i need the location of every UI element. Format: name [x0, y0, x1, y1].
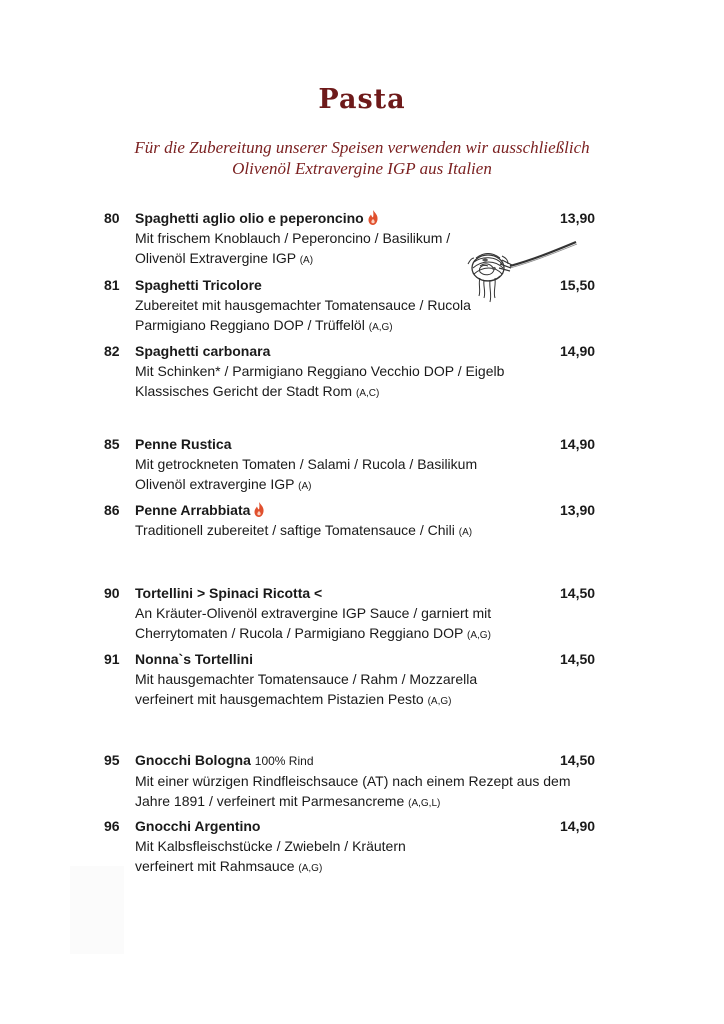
- item-price: 14,50: [560, 752, 596, 768]
- description-text: Mit Schinken* / Parmigiano Reggiano Vecchio DOP / Eigelb: [135, 363, 505, 379]
- item-price: 13,90: [560, 502, 596, 518]
- allergen-codes: (A): [298, 481, 312, 492]
- item-description-line: [135, 381, 565, 404]
- item-description-line: [135, 771, 571, 791]
- description-text: Jahre 1891 / verfeinert mit Parmesancreme: [135, 793, 405, 809]
- item-number: 96: [104, 818, 120, 834]
- subtitle-line-1: Für die Zubereitung unserer Speisen verwenden wir ausschließlich: [134, 138, 590, 157]
- description-text: verfeinert mit Rahmsauce: [135, 858, 295, 874]
- item-price: 14,90: [560, 343, 596, 359]
- item-description-line: [135, 791, 565, 814]
- allergen-codes: (A,G): [298, 863, 323, 874]
- item-description-line: [135, 669, 565, 689]
- item-description-line: [135, 689, 565, 712]
- description-text: Mit Kalbsfleischstücke / Zwiebeln / Kräutern: [135, 838, 406, 854]
- item-number: 86: [104, 502, 120, 518]
- item-number: 81: [104, 277, 120, 293]
- item-name: Nonna`s Tortellini: [135, 651, 253, 667]
- item-description-line: [135, 474, 565, 497]
- description-text: Parmigiano Reggiano DOP / Trüffelöl: [135, 317, 365, 333]
- description-text: Traditionell zubereitet / saftige Tomatensauce / Chili: [135, 522, 455, 538]
- subtitle-line-2: Olivenöl Extravergine IGP aus Italien: [232, 159, 492, 178]
- item-name: Gnocchi Argentino: [135, 818, 261, 834]
- item-number: 85: [104, 436, 120, 452]
- item-price: 14,90: [560, 436, 596, 452]
- item-price: 14,90: [560, 818, 596, 834]
- description-text: Olivenöl Extravergine IGP: [135, 250, 296, 266]
- description-text: Mit hausgemachter Tomatensauce / Rahm / Mozzarella: [135, 671, 478, 687]
- item-name-text: Penne Arrabbiata: [135, 502, 251, 518]
- item-number: 91: [104, 651, 120, 667]
- allergen-codes: (A,C): [355, 388, 380, 399]
- allergen-codes: (A,G): [467, 630, 491, 641]
- allergen-codes: (A,G): [368, 322, 393, 333]
- item-price: 13,90: [560, 210, 596, 226]
- description-text: Mit einer würzigen Rindfleischsauce (AT) nach einem Rezept aus dem: [135, 773, 571, 789]
- item-price: 14,50: [560, 585, 596, 601]
- item-description-line: [135, 856, 565, 879]
- item-number: 80: [104, 210, 120, 226]
- item-number: 82: [104, 343, 120, 359]
- item-name-note: 100% Rind: [254, 754, 314, 768]
- faint-background-mark: [70, 866, 124, 954]
- description-text: Olivenöl extravergine IGP: [135, 476, 295, 492]
- item-description-line: [135, 603, 565, 623]
- item-description-line: [135, 361, 565, 381]
- allergen-codes: (A,G): [427, 696, 452, 707]
- item-name: [135, 500, 565, 520]
- item-name: Spaghetti carbonara: [135, 343, 271, 359]
- allergen-codes: (A): [299, 255, 314, 266]
- chili-flame-icon: [367, 210, 379, 225]
- item-name: [135, 750, 565, 771]
- item-description-line: [135, 520, 565, 543]
- item-description-line: [135, 315, 565, 338]
- description-text: Mit getrockneten Tomaten / Salami / Rucola / Basilikum: [135, 456, 478, 472]
- description-text: An Kräuter-Olivenöl extravergine IGP Sauce / garniert mit: [135, 605, 492, 621]
- item-number: 95: [104, 752, 120, 768]
- item-name: Spaghetti Tricolore: [135, 277, 262, 293]
- allergen-codes: (A): [458, 527, 473, 538]
- page-subtitle: [0, 137, 724, 179]
- item-name: [135, 208, 565, 228]
- item-name: Tortellini > Spinaci Ricotta <: [135, 585, 323, 601]
- page-title: Pasta: [318, 84, 406, 115]
- description-text: Mit frischem Knoblauch / Peperoncino / Basilikum /: [135, 230, 451, 246]
- chili-flame-icon: [253, 502, 265, 517]
- description-text: Cherrytomaten / Rucola / Parmigiano Reggiano DOP: [135, 625, 464, 641]
- item-name-text: Spaghetti aglio olio e peperoncino: [135, 210, 364, 226]
- allergen-codes: (A,G,L): [408, 798, 441, 809]
- description-text: verfeinert mit hausgemachtem Pistazien Pesto: [135, 691, 424, 707]
- description-text: Zubereitet mit hausgemachter Tomatensauce / Rucola: [135, 297, 471, 313]
- item-number: 90: [104, 585, 120, 601]
- description-text: Klassisches Gericht der Stadt Rom: [135, 383, 353, 399]
- item-name-text: Gnocchi Bologna: [135, 752, 251, 768]
- item-description-line: [135, 623, 565, 646]
- item-name: Penne Rustica: [135, 436, 232, 452]
- item-price: 15,50: [560, 277, 596, 293]
- item-price: 14,50: [560, 651, 596, 667]
- item-description-line: [135, 454, 565, 474]
- item-description-line: [135, 836, 565, 856]
- fork-with-spaghetti-illustration: [462, 238, 582, 304]
